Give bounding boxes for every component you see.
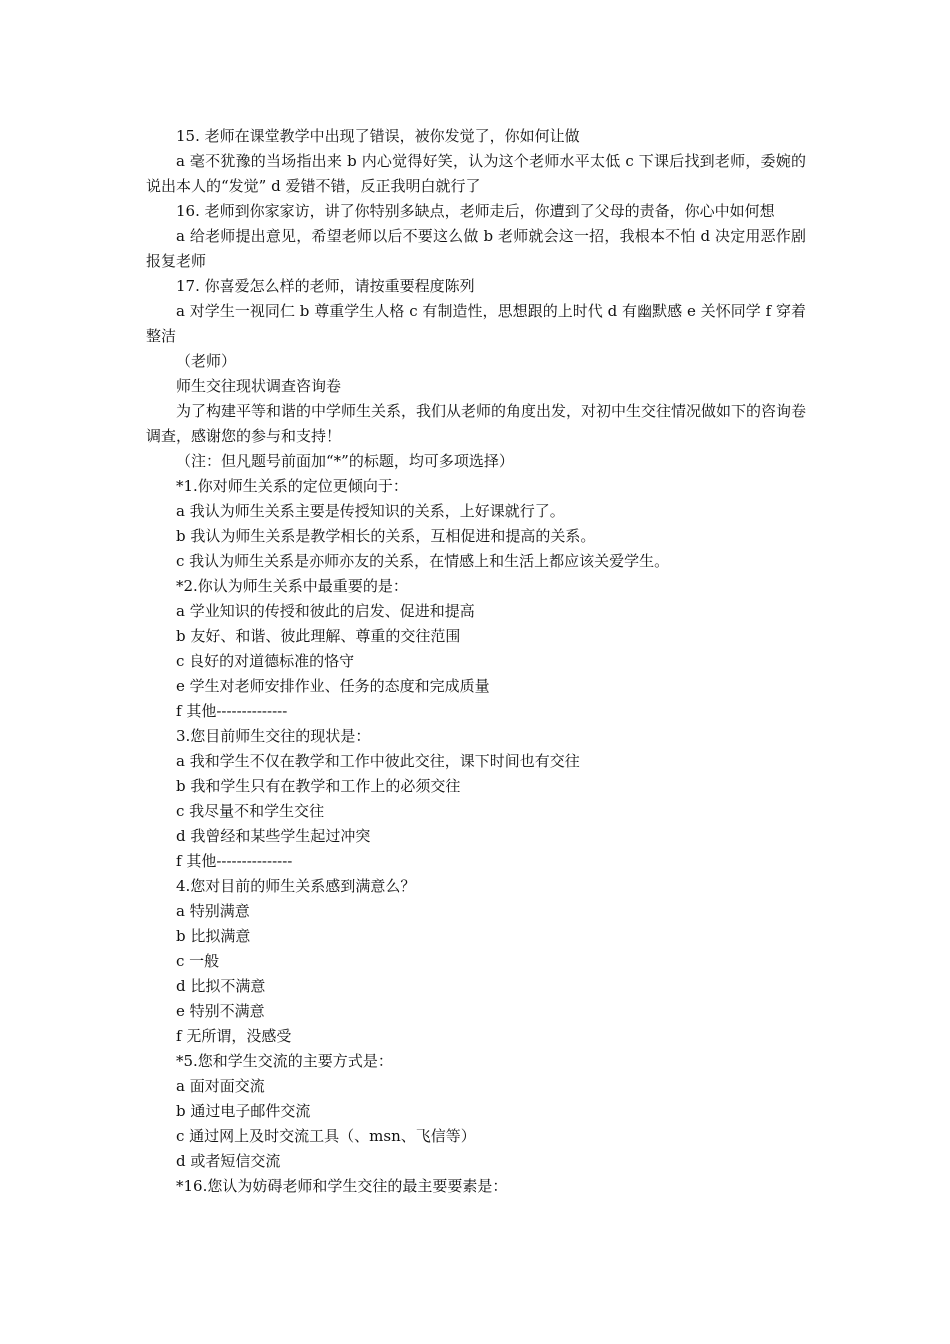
paragraph: b 友好、和谐、彼此理解、尊重的交往范围 (176, 627, 461, 645)
paragraph: 17. 你喜爱怎么样的老师，请按重要程度陈列 (176, 277, 475, 295)
paragraph: a 面对面交流 (176, 1077, 265, 1095)
paragraph: 16. 老师到你家家访，讲了你特别多缺点，老师走后，你遭到了父母的责备，你心中如何想 (176, 202, 775, 220)
paragraph: （老师） (176, 352, 237, 370)
paragraph: e 学生对老师安排作业、任务的态度和完成质量 (176, 677, 490, 695)
paragraph: e 特别不满意 (176, 1002, 265, 1020)
paragraph: *1.你对师生关系的定位更倾向于： (176, 477, 408, 495)
paragraph: a 毫不犹豫的当场指出来 b 内心觉得好笑，认为这个老师水平太低 c 下课后找到老师，委婉的说出本人的“发觉” d 爱错不错，反正我明白就行了 (146, 152, 806, 195)
paragraph: b 通过电子邮件交流 (176, 1102, 311, 1120)
paragraph: c 良好的对道德标准的恪守 (176, 652, 355, 670)
paragraph: a 对学生一视同仁 b 尊重学生人格 c 有制造性，思想跟的上时代 d 有幽默感 e 关怀同学 f 穿着整洁 (146, 302, 806, 345)
paragraph: c 我尽量不和学生交往 (176, 802, 325, 820)
paragraph: b 比拟满意 (176, 927, 251, 945)
paragraph: a 我和学生不仅在教学和工作中彼此交往，课下时间也有交往 (176, 752, 580, 770)
paragraph: 15. 老师在课堂教学中出现了错误，被你发觉了，你如何让做 (176, 127, 580, 145)
paragraph: *16.您认为妨碍老师和学生交往的最主要要素是： (176, 1177, 508, 1195)
paragraph: d 或者短信交流 (176, 1152, 281, 1170)
paragraph: c 通过网上及时交流工具（、msn、飞信等） (176, 1127, 476, 1145)
paragraph: f 无所谓，没感受 (176, 1027, 292, 1045)
paragraph: a 学业知识的传授和彼此的启发、促进和提高 (176, 602, 475, 620)
paragraph: f 其他--------------- (176, 852, 293, 870)
paragraph: *5.您和学生交流的主要方式是： (176, 1052, 393, 1070)
paragraph: c 我认为师生关系是亦师亦友的关系，在情感上和生活上都应该关爱学生。 (176, 552, 670, 570)
paragraph: d 我曾经和某些学生起过冲突 (176, 827, 371, 845)
paragraph: a 我认为师生关系主要是传授知识的关系，上好课就行了。 (176, 502, 565, 520)
paragraph: c 一般 (176, 952, 220, 970)
paragraph: b 我认为师生关系是教学相长的关系，互相促进和提高的关系。 (176, 527, 596, 545)
paragraph: *2.你认为师生关系中最重要的是： (176, 577, 408, 595)
paragraph: d 比拟不满意 (176, 977, 266, 995)
paragraph: f 其他-------------- (176, 702, 288, 720)
paragraph: b 我和学生只有在教学和工作上的必须交往 (176, 777, 461, 795)
paragraph: a 特别满意 (176, 902, 250, 920)
paragraph: （注：但凡题号前面加“*”的标题，均可多项选择） (176, 452, 514, 470)
document-body (146, 124, 806, 1199)
paragraph: 师生交往现状调查咨询卷 (176, 377, 342, 395)
paragraph: 3.您目前师生交往的现状是： (176, 727, 371, 745)
paragraph: 为了构建平等和谐的中学师生关系，我们从老师的角度出发，对初中生交往情况做如下的咨询卷调查，感谢您的参与和支持！ (146, 402, 807, 445)
paragraph: a 给老师提出意见，希望老师以后不要这么做 b 老师就会这一招，我根本不怕 d 决定用恶作剧报复老师 (146, 227, 806, 270)
paragraph: 4.您对目前的师生关系感到满意么？ (176, 877, 416, 895)
